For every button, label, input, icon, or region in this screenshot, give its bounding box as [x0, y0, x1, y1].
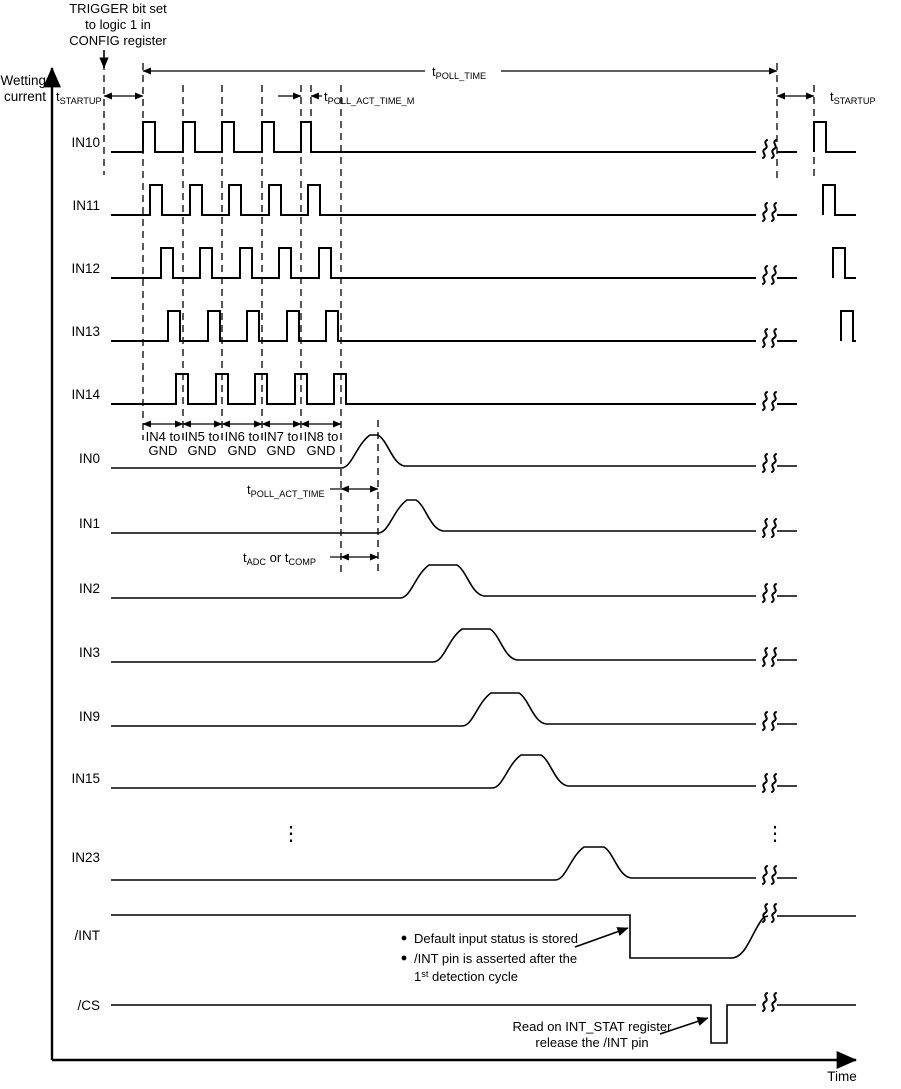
waveform-in11: [111, 185, 856, 215]
signal-label-in10: IN10: [71, 135, 100, 150]
ellipsis-right: ⋮: [765, 823, 785, 845]
waveform-in23: [111, 847, 797, 880]
signal-label-in1: IN1: [78, 516, 100, 531]
vertical-guides: [104, 63, 814, 575]
t-poll-act-time-m-label: $t_{POLL\_ACT\_TIME\_M}$: [324, 89, 415, 106]
signal-row-in9: [79, 693, 797, 730]
break-in3: [763, 648, 776, 666]
signal-row-cs: [77, 993, 856, 1043]
gnd-group-1-line1: IN4 to: [145, 429, 181, 444]
signal-label-in3: IN3: [78, 645, 100, 660]
t-adc-or-t-comp-label: $t_{ADC}$ or $t_{COMP}$: [243, 550, 317, 567]
gnd-dimension-group: [143, 424, 341, 458]
signal-label-in14: IN14: [71, 387, 100, 402]
gnd-group-5-line1: IN8 to: [303, 429, 339, 444]
int-bullet-1: Default input status is stored: [414, 931, 579, 946]
waveform-cs: [111, 1005, 856, 1043]
gnd-group-2-line1: IN5 to: [184, 429, 220, 444]
signal-row-in14: [71, 374, 797, 410]
gnd-group-2-line2: GND: [187, 443, 217, 458]
signal-row-in2: [79, 565, 797, 602]
break-in10: [763, 140, 776, 158]
signal-label-in23: IN23: [71, 850, 100, 865]
break-in1: [763, 519, 776, 537]
gnd-group-3-line2: GND: [227, 443, 257, 458]
t-poll-time-label: $t_{POLL\_TIME}$: [432, 64, 487, 81]
waveform-in9: [111, 693, 797, 726]
signal-label-cs: /CS: [77, 998, 100, 1013]
break-in14: [763, 392, 776, 410]
axes: [52, 68, 856, 1060]
waveform-in14: [111, 374, 797, 404]
waveform-in10: [111, 122, 856, 152]
signal-row-in1: [79, 500, 797, 537]
trigger-note-line3: CONFIG register: [69, 33, 167, 48]
waveform-in12: [111, 248, 856, 278]
signal-row-in10: [71, 122, 856, 158]
t-startup-left-label: $t_{STARTUP}$: [56, 89, 102, 106]
break-in2: [763, 584, 776, 602]
trigger-note-line2: to logic 1 in: [85, 17, 151, 32]
break-in0: [763, 454, 776, 472]
break-in9: [763, 712, 776, 730]
ellipsis-group: [281, 823, 785, 845]
break-int: [763, 904, 776, 922]
dim-poll-time: [143, 62, 777, 81]
int-leader-arrow: [575, 928, 628, 947]
y-axis-label-line1: Wetting: [0, 73, 46, 88]
waveform-in13: [111, 311, 856, 341]
signal-label-in2: IN2: [78, 581, 100, 596]
bullet-1-icon: [402, 936, 407, 941]
break-in15: [763, 774, 776, 792]
break-in23: [763, 866, 776, 884]
break-cs: [763, 993, 776, 1011]
signal-row-in15: [71, 755, 797, 792]
signal-row-in13: [71, 311, 856, 347]
int-bullet-2: /INT pin is asserted after the: [414, 951, 578, 966]
ellipsis-left: ⋮: [281, 823, 301, 845]
signal-row-in12: [71, 248, 856, 284]
gnd-group-1-line2: GND: [148, 443, 178, 458]
gnd-group-4-line1: IN7 to: [263, 429, 299, 444]
trigger-note-line1: TRIGGER bit set: [69, 1, 167, 16]
gnd-group-4-line2: GND: [266, 443, 296, 458]
waveform-in3: [111, 629, 797, 662]
cs-note-line1: Read on INT_STAT register: [512, 1019, 672, 1034]
y-axis-label-line2: current: [3, 89, 46, 104]
signal-label-in11: IN11: [72, 198, 100, 213]
t-startup-right-label: $t_{STARTUP}$: [830, 89, 876, 106]
signal-label-in13: IN13: [71, 324, 100, 339]
cs-annotation: [513, 1018, 708, 1050]
waveform-in1: [111, 500, 797, 533]
dim-startup-right: [777, 89, 876, 106]
dim-adc-comp: [243, 550, 378, 567]
bullet-2-icon: [402, 956, 407, 961]
break-in11: [763, 203, 776, 221]
waveform-in2: [111, 565, 797, 598]
int-bullet-3: 1st detection cycle: [414, 969, 518, 984]
signal-label-in15: IN15: [71, 771, 100, 786]
signal-label-in9: IN9: [78, 709, 100, 724]
signal-label-in0: IN0: [78, 451, 100, 466]
gnd-group-5-line2: GND: [306, 443, 336, 458]
t-poll-act-time-label: $t_{POLL\_ACT\_TIME}$: [247, 482, 325, 499]
waveform-in15: [111, 755, 797, 788]
break-in13: [763, 329, 776, 347]
signal-label-in12: IN12: [71, 261, 100, 276]
trigger-note: [69, 1, 167, 68]
cs-note-line2: release the /INT pin: [535, 1035, 649, 1050]
signal-row-in23: [71, 847, 797, 884]
dim-poll-act-time-m: [278, 89, 414, 106]
x-axis-label: Time: [827, 1069, 857, 1084]
gnd-group-3-line1: IN6 to: [224, 429, 260, 444]
break-in12: [763, 266, 776, 284]
signal-label-int: /INT: [74, 928, 100, 943]
int-annotation: [402, 928, 628, 984]
dim-poll-act-time: [247, 482, 378, 499]
signal-row-in11: [72, 185, 856, 221]
signal-row-in3: [79, 629, 797, 666]
dim-startup-left: [56, 89, 143, 106]
